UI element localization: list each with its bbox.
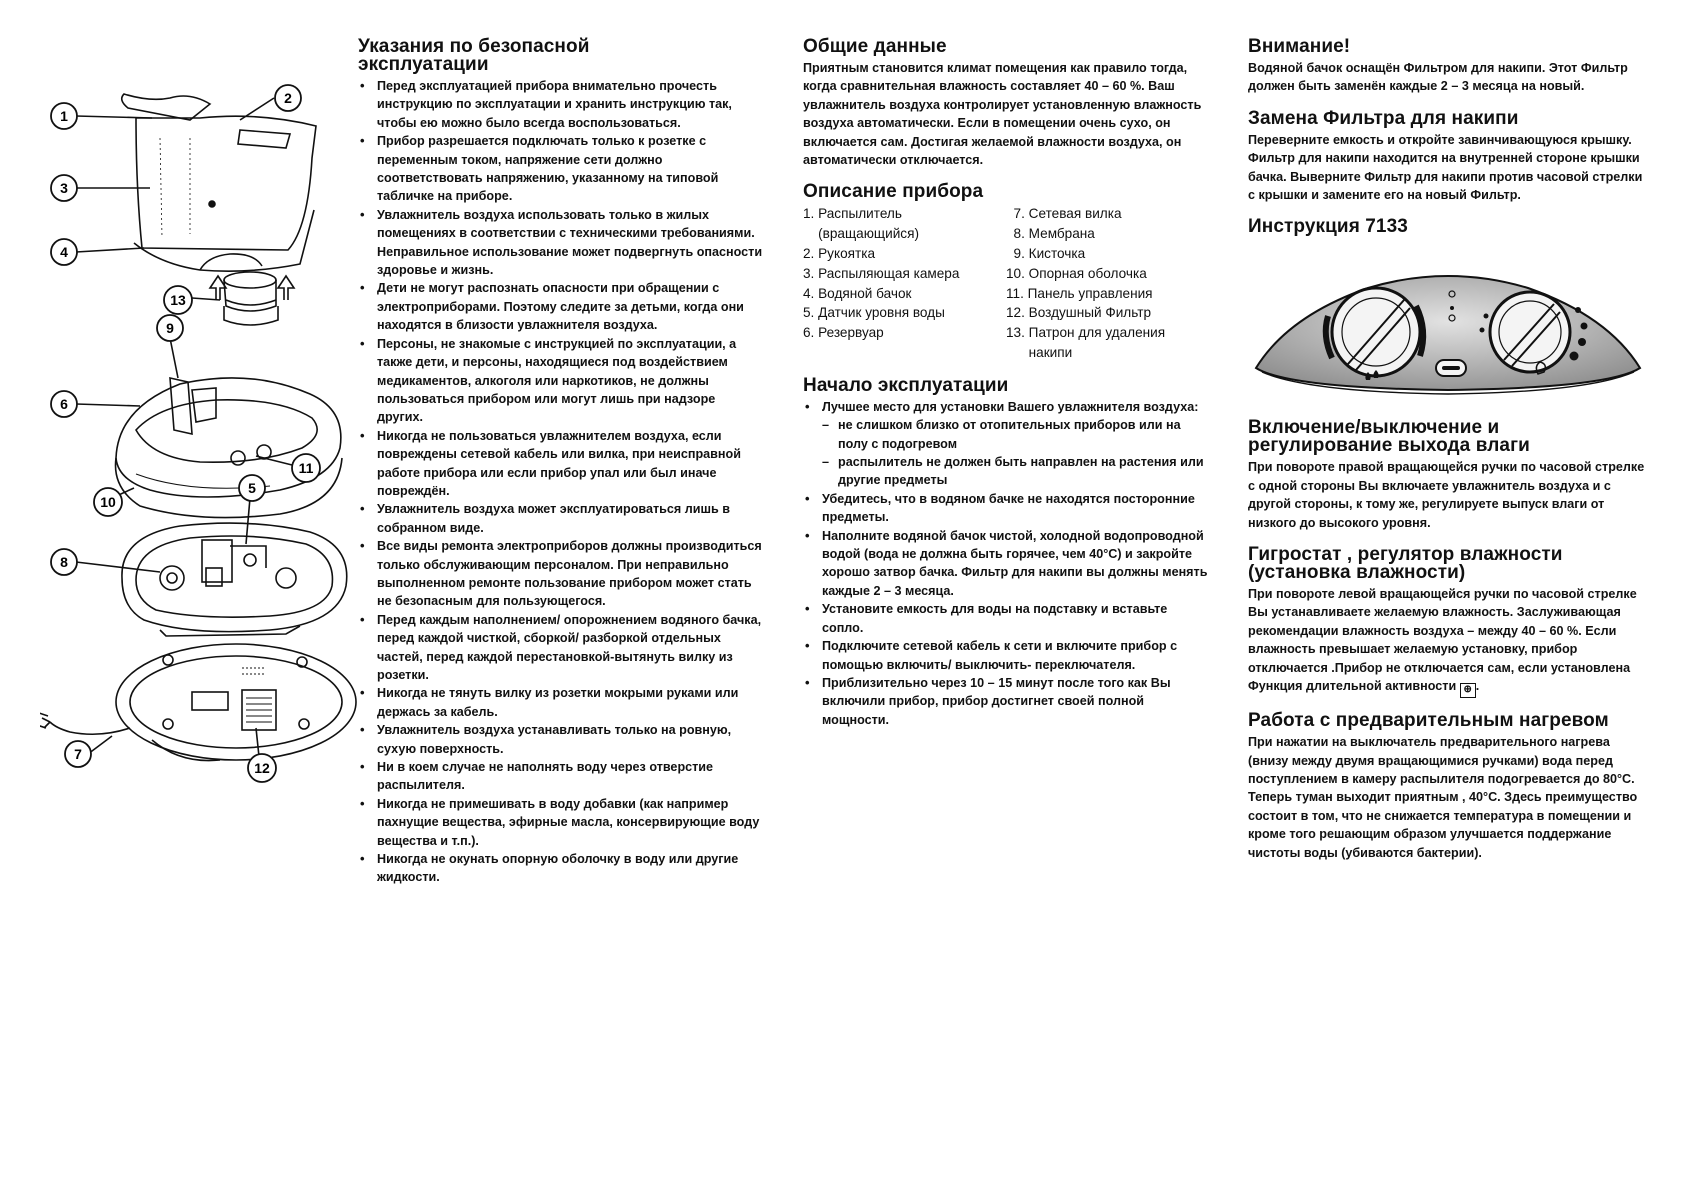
onoff-block (1248, 419, 1648, 532)
filter-text: Переверните емкость и откройте завинчивающуюся крышку. Фильтр для накипи находится на внутренней стороне крышки бачка. Выверните Фильтр для накипи против часовой стрелки с крышки и замените его на новый Фильтр. (1248, 132, 1643, 203)
device-illustrations (40, 38, 360, 878)
list-item: • Увлажнитель воздуха устанавливать только на ровную, сухую поверхность. (358, 721, 763, 758)
list-item: 5. Датчик уровня воды (803, 305, 945, 321)
general-text: Приятным становится климат помещения как правило тогда, когда сравнительная влажность составляет 40 – 60 %. Ваш увлажнитель воздуха контролирует установленную влажность воздуха автоматически. Если в помещении очень сухо, он включается сам. Достигая желаемой влажности воздуха, он автоматически отключается. (803, 61, 1202, 168)
hygro-text: При повороте левой вращающейся ручки по часовой стрелке Вы устанавливаете желаемую влажность. Заслуживающая рекомендации влажность воздуха – между 40 – 60 %. Если влажность превышает желаемую установку, прибор отключается .Прибор не отключается сам, если установлена Функция длительной активности ⊕ . (1248, 585, 1648, 698)
onoff-text: При повороте правой вращающейся ручки по часовой стрелке с одной стороны Вы включаете увлажнитель воздуха и с другой стороны, к тому же, регулируете выпуск влаги от низкого до высокого уровня. (1248, 460, 1645, 530)
humidifier-base-drawing (116, 378, 343, 518)
list-item: • Никогда не окунать опорную оболочку в воду или другие жидкости. (358, 850, 763, 887)
callout-5 (239, 475, 265, 501)
safety-list (358, 77, 763, 887)
callout-13 (164, 286, 192, 314)
description-title: Описание прибора (803, 181, 984, 203)
list-item: • Перед каждым наполнением/ опорожнением водяного бачка, перед каждой чисткой, сборкой/ разборкой отдельных частей, перед каждой перестановкой-вытянуть вилку из розетки. (358, 611, 763, 685)
list-item: 11. Панель управления (1006, 285, 1153, 301)
start-sublist (803, 416, 1208, 490)
svg-text:3: 3 (60, 180, 68, 196)
safety-title: Указания по безопасной эксплуатации (358, 36, 590, 75)
list-item: 1. Распылитель (вращающийся) (803, 206, 919, 242)
list-item: 13. Патрон для удаления накипи (1006, 325, 1166, 361)
svg-text:7: 7 (74, 746, 82, 762)
callout-labels (51, 85, 320, 782)
general-block (803, 38, 1208, 169)
svg-text:10: 10 (100, 494, 116, 510)
list-item: – распылитель не должен быть направлен на растения или другие предметы (803, 453, 1208, 490)
list-item: 7. Сетевая вилка (1006, 206, 1122, 222)
preheat-title: Работа с предварительным нагревом (1248, 710, 1609, 732)
svg-text:11: 11 (298, 460, 314, 476)
general-section (803, 38, 1208, 743)
control-panel-illustration (1248, 246, 1648, 396)
list-item: • Подключите сетевой кабель к сети и включите прибор с помощью включить/ выключить- переключателя. (803, 637, 1208, 674)
parts-list-col1 (803, 204, 1006, 362)
callout-2 (275, 85, 301, 111)
list-item: 8. Мембрана (1006, 226, 1095, 242)
list-item: • Ни в коем случае не наполнять воду через отверстие распылителя. (358, 758, 763, 795)
callout-12 (248, 754, 276, 782)
list-item: • Персоны, не знакомые с инструкцией по эксплуатации, а также дети, и персоны, находящиеся под воздействием медикаментов, алкоголя или наркотиков, не должны пользоваться прибором или могут лишь при надзоре других. (358, 335, 763, 427)
svg-text:4: 4 (60, 244, 68, 260)
list-item: • Наполните водяной бачок чистой, холодной водопроводной водой (вода не должна быть горячее, чем 40°C) и закройте хорошо затвор бачка. Фильтр для накипи вы должны менять каждые 2 – 3 месяца. (803, 527, 1208, 601)
list-item: • Прибор разрешается подключать только к розетке с переменным током, напряжение сети должно соответствовать напряжению, указанному на типовой табличке на приборе. (358, 132, 763, 206)
list-item: 9. Кисточка (1006, 246, 1086, 262)
callout-3 (51, 175, 77, 201)
attention-title: Внимание! (1248, 36, 1351, 57)
parts-list-col2 (1006, 204, 1165, 362)
hygro-title: Гигростат , регулятор влажности (установка влажности) (1248, 544, 1563, 584)
attention-block (1248, 38, 1648, 96)
svg-text:8: 8 (60, 554, 68, 570)
list-item: • Приблизительно через 10 – 15 минут после того как Вы включили прибор, прибор достигнет своей полной мощности. (803, 674, 1208, 729)
svg-text:2: 2 (284, 90, 292, 106)
list-item: • Увлажнитель воздуха использовать только в жилых помещениях в соответствии с техническими требованиями. Неправильное использование может подвергнуть опасности здоровье и жизнь. (358, 206, 763, 280)
humidifier-side-drawing (122, 94, 316, 325)
list-item: 3. Распыляющая камера (803, 265, 960, 281)
list-item: • Установите емкость для воды на подставку и вставьте сопло. (803, 600, 1208, 637)
callout-11 (292, 454, 320, 482)
list-item: • Дети не могут распознать опасности при обращении с электроприборами. Поэтому следите за детьми, когда они находятся в близости увлажнителя воздуха. (358, 279, 763, 334)
preheat-text: При нажатии на выключатель предварительного нагрева (внизу между двумя вращающимися ручками) вода перед поступлением в камеру распылителя подогревается до 80°C. Теперь туман выходит приятным , 40°C. Здесь преимущество состоит в том, что не снижается температура в помещении и кроме того решающим образом улучшается поддержание чистоты воды (убиваются бактерии). (1248, 735, 1638, 860)
callout-1 (51, 103, 77, 129)
list-item: • Лучшее место для установки Вашего увлажнителя воздуха: (803, 398, 1208, 416)
list-item: • Все виды ремонта электроприборов должны производиться только обслуживающим персоналом. При неправильно выполненном ремонте пользование прибором может стать не безопасным для пользующегося. (358, 537, 763, 611)
callout-6 (51, 391, 77, 417)
svg-text:13: 13 (170, 292, 186, 308)
start-list (803, 398, 1208, 416)
control-panel-drawing (1248, 246, 1648, 401)
list-item: 4. Водяной бачок (803, 285, 912, 301)
onoff-title: Включение/выключение и регулирование выхода влаги (1248, 417, 1530, 457)
callout-4 (51, 239, 77, 265)
list-item: 6. Резервуар (803, 325, 884, 341)
instruction-block (1248, 218, 1648, 401)
svg-text:9: 9 (166, 320, 174, 336)
start-block (803, 374, 1208, 729)
start-list-cont (803, 490, 1208, 729)
safety-section (358, 38, 763, 887)
callout-10 (94, 488, 122, 516)
svg-text:12: 12 (254, 760, 270, 776)
svg-text:5: 5 (248, 480, 256, 496)
callout-7 (65, 741, 91, 767)
filter-block (1248, 107, 1648, 205)
preheat-block (1248, 712, 1648, 862)
preheat-button[interactable] (1436, 360, 1466, 376)
attention-text: Водяной бачок оснащён Фильтром для накипи. Этот Фильтр должен быть заменён каждые 2 – 3 месяца на новый. (1248, 61, 1628, 94)
svg-text:1: 1 (60, 108, 68, 124)
description-block (803, 183, 1208, 362)
callout-8 (51, 549, 77, 575)
parts-list (803, 204, 1208, 362)
humidifier-underside-drawing (40, 644, 356, 761)
hygro-block (1248, 546, 1648, 698)
list-item: 2. Рукоятка (803, 246, 876, 262)
filter-title: Замена Фильтра для накипи (1248, 107, 1519, 129)
list-item: • Убедитесь, что в водяном бачке не находятся посторонние предметы. (803, 490, 1208, 527)
general-title: Общие данные (803, 36, 947, 57)
list-item: 10. Опорная оболочка (1006, 265, 1147, 281)
callout-9 (157, 315, 183, 341)
humidifier-diagram (40, 38, 360, 878)
list-item: • Увлажнитель воздуха может эксплуатироваться лишь в собранном виде. (358, 500, 763, 537)
list-item: • Никогда не пользоваться увлажнителем воздуха, если повреждены сетевой кабель или вилка, при неисправной работе прибора или если прибор упал или был иначе повреждён. (358, 427, 763, 501)
list-item: – не слишком близко от отопительных приборов или на полу с подогревом (803, 416, 1208, 453)
list-item: • Никогда не примешивать в воду добавки (как например пахнущие вещества, эфирные масла, консервирующие воду вещества и т.п.). (358, 795, 763, 850)
list-item: • Никогда не тянуть вилку из розетки мокрыми руками или держась за кабель. (358, 684, 763, 721)
continuous-mode-icon: ⊕ (1460, 683, 1476, 698)
start-title: Начало эксплуатации (803, 374, 1009, 396)
list-item: • Перед эксплуатацией прибора внимательно прочесть инструкцию по эксплуатации и хранить инструкцию так, чтобы ею можно было всегда воспользоваться. (358, 77, 763, 132)
humidifier-bottom-drawing (122, 523, 347, 636)
svg-text:6: 6 (60, 396, 68, 412)
list-item: 12. Воздушный Фильтр (1006, 305, 1152, 321)
operation-section (1248, 38, 1648, 876)
instruction-title: Инструкция 7133 (1248, 216, 1408, 238)
